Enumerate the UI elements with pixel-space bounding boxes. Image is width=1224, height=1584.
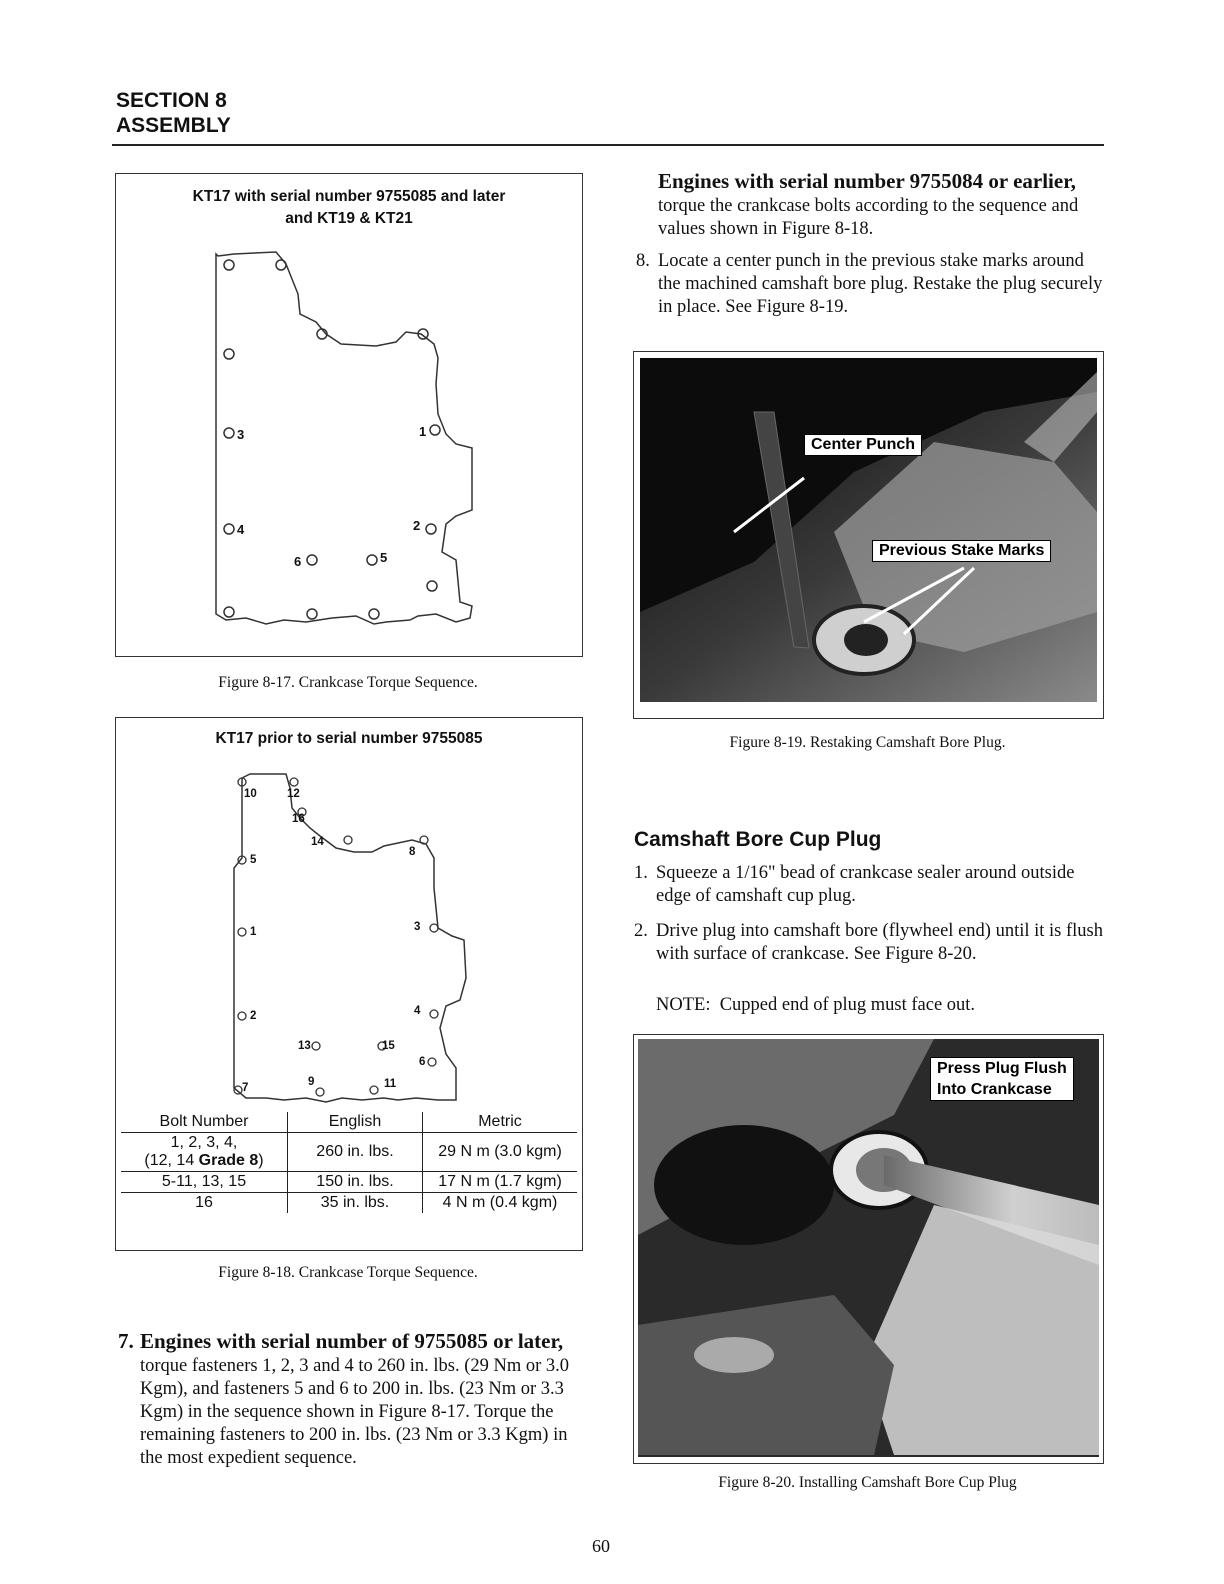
figure-8-18-caption: Figure 8-18. Crankcase Torque Sequence. [218,1264,478,1281]
table-cell-english: 150 in. lbs. [288,1172,423,1193]
bolt-label-15: 15 [382,1040,395,1052]
bolt-label-6: 6 [419,1056,426,1068]
bolt-hole-6 [307,555,317,565]
bolt-label-5: 5 [380,550,388,565]
page-number: 60 [592,1536,610,1556]
step-7 [118,1330,584,1470]
bolt-label-1: 1 [419,424,427,439]
bolt-label-7: 7 [242,1082,249,1094]
bolt-label-16: 16 [292,813,305,825]
bolt-label-1: 1 [250,926,257,938]
bolt-hole [369,609,379,619]
section-heading [116,88,231,138]
table-cell-bolt: 16 [121,1193,288,1214]
bolt-label-9: 9 [308,1076,315,1088]
table-row [121,1172,577,1193]
bolt-label-2: 2 [250,1010,257,1022]
step-7-text: torque fasteners 1, 2, 3 and 4 to 260 in. lbs. (29 Nm or 3.0 Kgm), and fasteners 5 and 6 to 200 in. lbs. (23 Nm or 3.3 Kgm) in the sequence shown in Figure 8-17. Torque the remaining fasteners to 200 in. lbs. (23 Nm or 3.3 Kgm) in the most expedient sequence. [140,1356,570,1468]
bolt-label-4: 4 [237,522,245,537]
table-header-metric: Metric [423,1112,578,1133]
camshaft-step-2-number: 2. [634,921,648,941]
camshaft-heading: Camshaft Bore Cup Plug [634,828,882,851]
section-title: ASSEMBLY [116,114,231,137]
camshaft-step-2-text: Drive plug into camshaft bore (flywheel end) until it is flush with surface of crankcase. See Figure 8-20. [656,921,1103,964]
table-cell-bolt: 5-11, 13, 15 [121,1172,288,1193]
bolt-label-10: 10 [244,788,257,800]
table-cell-english: 260 in. lbs. [288,1133,423,1172]
crankcase-diagram-8-18 [116,748,582,1108]
right-intro [636,170,1104,241]
step-8-text: Locate a center punch in the previous stake marks around the machined camshaft bore plug. Restake the plug securely in place. See Figure 8-19. [658,251,1103,317]
bolt-label-11: 11 [384,1078,397,1090]
bolt-label-8: 8 [409,846,416,858]
bolt-label-12: 12 [287,788,300,800]
table-cell-bolt: 1, 2, 3, 4, (12, 14 Grade 8) [121,1133,288,1172]
table-cell-metric: 17 N m (1.7 kgm) [423,1172,578,1193]
bolt-hole-2 [426,524,436,534]
step-7-lead: Engines with serial number of 9755085 or later, [140,1329,564,1353]
crankcase-outline [234,774,466,1102]
bolt-hole-5 [367,555,377,565]
bolt-label-14: 14 [311,836,324,848]
bolt-hole-1 [430,425,440,435]
step-8 [636,250,1104,319]
bolt-label-3: 3 [237,427,245,442]
bolt-label-5: 5 [250,854,257,866]
label-center-punch: Center Punch [804,434,922,456]
figure-8-17-title: KT17 with serial number 9755085 and later and KT19 & KT21 [192,188,506,227]
right-intro-text: torque the crankcase bolts according to the sequence and values shown in Figure 8-18. [658,196,1079,239]
torque-table [121,1112,577,1213]
table-row [121,1193,577,1214]
camshaft-step-1-number: 1. [634,863,648,883]
figure-8-19-photo [633,351,1104,719]
figure-8-17 [115,173,583,657]
bolt-hole-3 [224,428,234,438]
bolt-label-6: 6 [294,554,302,569]
camshaft-step-1 [634,862,1104,908]
step-8-number: 8. [636,251,650,271]
bolt-hole [224,607,234,617]
crankcase-outline [216,252,472,624]
bolt-hole-4 [224,524,234,534]
table-row [121,1133,577,1172]
table-header-bolt: Bolt Number [121,1112,288,1133]
figure-8-17-caption: Figure 8-17. Crankcase Torque Sequence. [218,674,478,691]
table-cell-metric: 4 N m (0.4 kgm) [442,1194,558,1211]
bolt-hole [224,349,234,359]
figure-8-19-caption: Figure 8-19. Restaking Camshaft Bore Plug. [729,734,1006,751]
label-press-plug-flush: Press Plug Flush Into Crankcase [930,1057,1074,1101]
table-cell-english: 35 in. lbs. [288,1193,423,1214]
camshaft-step-2 [634,920,1104,966]
header-rule [112,144,1104,146]
bolt-label-13: 13 [298,1040,311,1052]
camshaft-step-1-text: Squeeze a 1/16" bead of crankcase sealer around outside edge of camshaft cup plug. [656,863,1075,906]
step-7-number: 7. [118,1329,134,1353]
bolt-label-2: 2 [413,518,421,533]
bolt-label-4: 4 [414,1005,421,1017]
table-header-english: English [288,1112,423,1133]
figure-8-20-caption: Figure 8-20. Installing Camshaft Bore Cup Plug [718,1474,1017,1491]
crankcase-diagram-8-17 [116,234,582,654]
figure-8-20-photo [633,1034,1104,1464]
figure-8-18-title: KT17 prior to serial number 9755085 [215,730,483,747]
section-number: SECTION 8 [116,89,227,112]
bolt-label-3: 3 [414,921,421,933]
bolt-hole [427,581,437,591]
restaking-photo [634,352,1103,718]
camshaft-note: NOTE: Cupped end of plug must face out. [656,995,976,1015]
figure-8-18 [115,717,583,1251]
bolt-hole [307,609,317,619]
bolt-hole [224,260,234,270]
right-intro-lead: Engines with serial number 9755084 or earlier, [658,169,1076,193]
table-cell-metric: 29 N m (3.0 kgm) [423,1133,578,1172]
bolt-hole [276,260,286,270]
label-previous-stake-marks: Previous Stake Marks [872,540,1051,562]
